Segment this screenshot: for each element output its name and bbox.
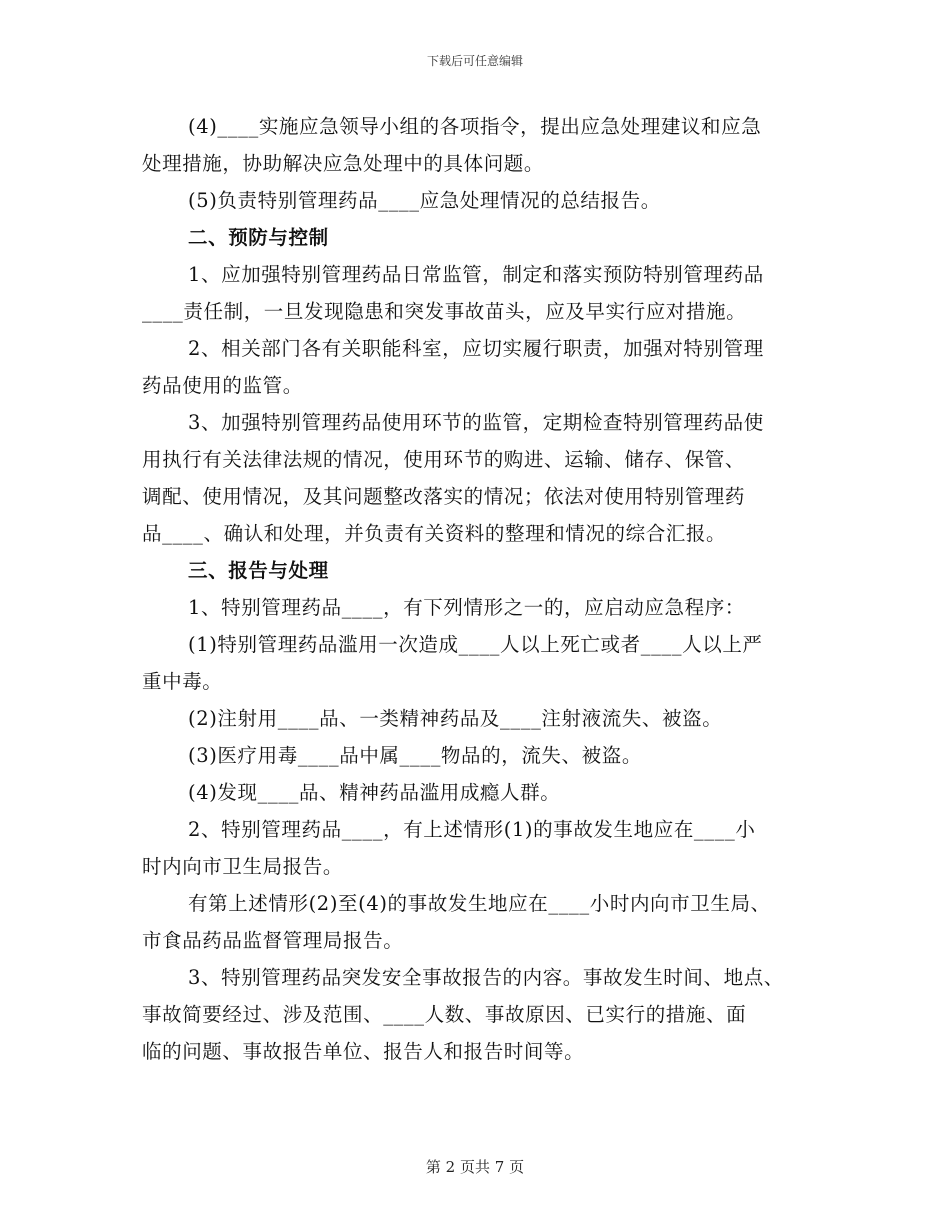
paragraph-line: (4)发现____品、精神药品滥用成瘾人群。 [188, 781, 561, 804]
paragraph-line: 1、应加强特别管理药品日常监管，制定和落实预防特别管理药品 [188, 263, 764, 286]
paragraph-line: 用执行有关法律法规的情况，使用环节的购进、运输、储存、保管、 [142, 448, 746, 471]
page-header: 下载后可任意编辑 [426, 54, 523, 68]
paragraph-line: ____责任制，一旦发现隐患和突发事故苗头，应及早实行应对措施。 [142, 300, 747, 323]
paragraph-line: (4)____实施应急领导小组的各项指令，提出应急处理建议和应急 [188, 115, 762, 138]
paragraph-line: (2)注射用____品、一类精神药品及____注射液流失、被盗。 [188, 707, 723, 730]
paragraph-line: 时内向市卫生局报告。 [142, 855, 344, 878]
paragraph-line: (5)负责特别管理药品____应急处理情况的总结报告。 [188, 189, 661, 212]
paragraph-line: 临的问题、事故报告单位、报告人和报告时间等。 [142, 1040, 585, 1063]
paragraph-line: (1)特别管理药品滥用一次造成____人以上死亡或者____人以上严 [188, 633, 763, 656]
paragraph-line: 市食品药品监督管理局报告。 [142, 929, 404, 952]
paragraph-line: 品____、确认和处理，并负责有关资料的整理和情况的综合汇报。 [142, 522, 727, 545]
paragraph-line: 3、特别管理药品突发安全事故报告的内容。事故发生时间、地点、 [188, 966, 784, 989]
paragraph-line: 2、相关部门各有关职能科室，应切实履行职责，加强对特别管理 [188, 337, 764, 360]
paragraph-line: 2、特别管理药品____，有上述情形(1)的事故发生地应在____小 [188, 818, 756, 841]
paragraph-line: (3)医疗用毒____品中属____物品的，流失、被盗。 [188, 744, 642, 767]
paragraph-line: 处理措施，协助解决应急处理中的具体问题。 [142, 152, 545, 175]
page-footer: 第 2 页共 7 页 [425, 1158, 525, 1176]
document-body [142, 108, 832, 1070]
paragraph-line: 重中毒。 [142, 670, 223, 693]
section-heading: 二、预防与控制 [188, 226, 329, 249]
section-heading: 三、报告与处理 [188, 559, 329, 582]
paragraph-line: 药品使用的监管。 [142, 374, 303, 397]
paragraph-line: 3、加强特别管理药品使用环节的监管，定期检查特别管理药品使 [188, 411, 764, 434]
paragraph-line: 调配、使用情况，及其问题整改落实的情况；依法对使用特别管理药 [142, 485, 746, 508]
paragraph-line: 事故简要经过、涉及范围、____人数、事故原因、已实行的措施、面 [142, 1003, 747, 1026]
paragraph-line: 有第上述情形(2)至(4)的事故发生地应在____小时内向市卫生局、 [188, 892, 771, 915]
paragraph-line: 1、特别管理药品____，有下列情形之一的，应启动应急程序： [188, 596, 745, 619]
